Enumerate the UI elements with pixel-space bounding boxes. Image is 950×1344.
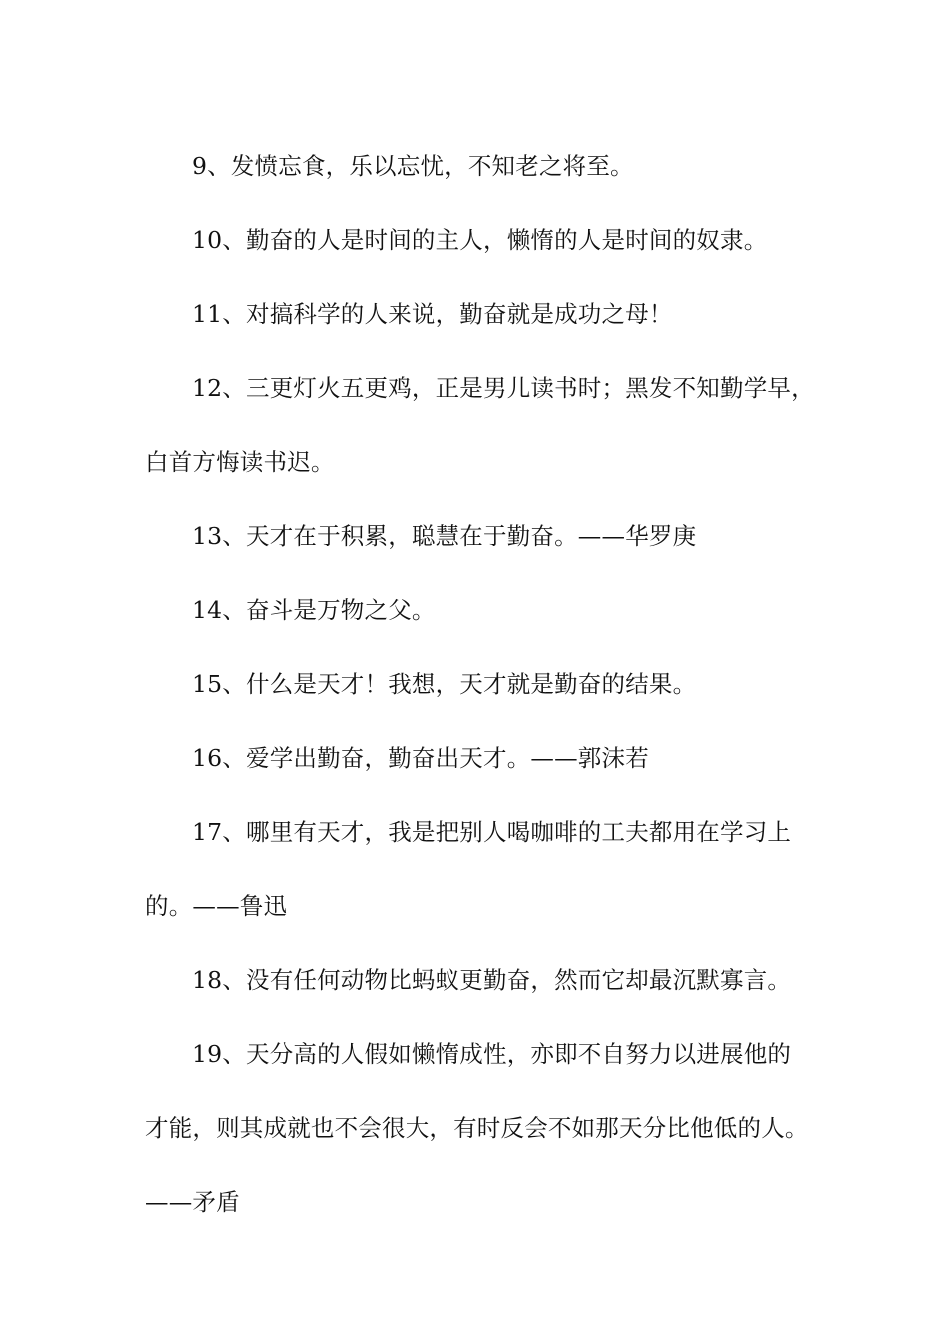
paragraph-line: 18、没有任何动物比蚂蚁更勤奋，然而它却最沉默寡言。 bbox=[192, 966, 792, 994]
document-body bbox=[145, 129, 825, 1239]
paragraph-line: 的。——鲁迅 bbox=[145, 892, 288, 920]
paragraph-line: 19、天分高的人假如懒惰成性，亦即不自努力以进展他的 bbox=[192, 1040, 792, 1068]
paragraph-line: 14、奋斗是万物之父。 bbox=[192, 596, 436, 624]
paragraph-line: 13、天才在于积累，聪慧在于勤奋。——华罗庚 bbox=[192, 522, 697, 550]
paragraph-line: 16、爱学出勤奋，勤奋出天才。——郭沫若 bbox=[192, 744, 649, 772]
paragraph-line: ——矛盾 bbox=[145, 1188, 240, 1216]
paragraph-line: 白首方悔读书迟。 bbox=[145, 448, 335, 476]
paragraph-line: 才能，则其成就也不会很大，有时反会不如那天分比他低的人。 bbox=[145, 1114, 809, 1142]
paragraph-line: 11、对搞科学的人来说，勤奋就是成功之母！ bbox=[192, 300, 673, 328]
paragraph-line: 12、三更灯火五更鸡，正是男儿读书时；黑发不知勤学早， bbox=[192, 374, 815, 402]
paragraph-line: 10、勤奋的人是时间的主人，懒惰的人是时间的奴隶。 bbox=[192, 226, 768, 254]
paragraph-line: 15、什么是天才！我想，天才就是勤奋的结果。 bbox=[192, 670, 697, 698]
paragraph-line: 17、哪里有天才，我是把别人喝咖啡的工夫都用在学习上 bbox=[192, 818, 792, 846]
paragraph-line: 9、发愤忘食，乐以忘忧，不知老之将至。 bbox=[192, 152, 634, 180]
